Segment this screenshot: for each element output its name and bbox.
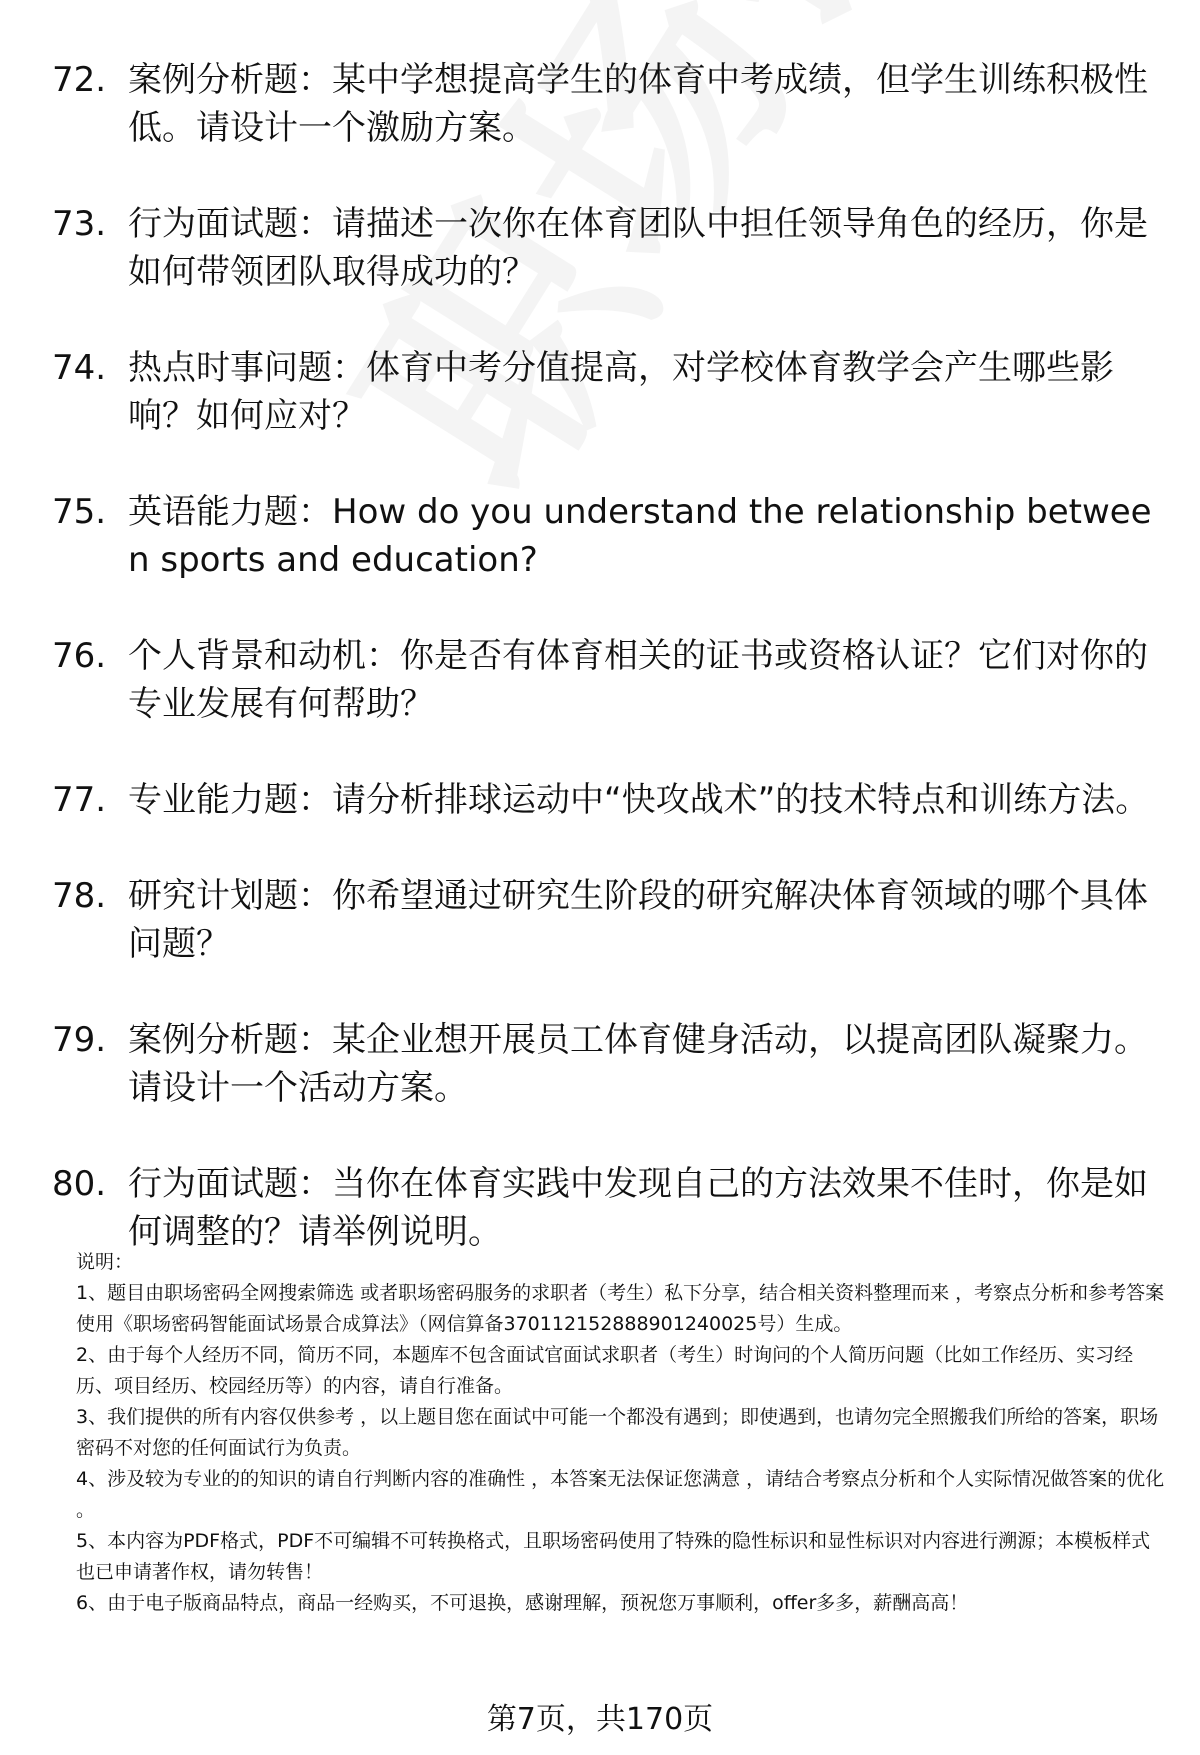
question-item: [52, 200, 1162, 296]
note-item: 5、本内容为PDF格式，PDF不可编辑不可转换格式，且职场密码使用了特殊的隐性标识和显性标识对内容进行溯源；本模板样式也已申请著作权，请勿转售！: [76, 1530, 1151, 1583]
question-item: [52, 488, 1162, 584]
question-text: 案例分析题：某企业想开展员工体育健身活动，以提高团队凝聚力。请设计一个活动方案。: [128, 1020, 1148, 1108]
question-item: [52, 776, 1162, 824]
question-item: [52, 632, 1162, 728]
question-item: [52, 56, 1162, 152]
question-text: 案例分析题：某中学想提高学生的体育中考成绩，但学生训练积极性低。请设计一个激励方案。: [128, 60, 1148, 148]
question-text: 研究计划题：你希望通过研究生阶段的研究解决体育领域的哪个具体问题？: [128, 876, 1148, 964]
question-number: 76.: [52, 636, 107, 676]
question-number: 75.: [52, 492, 107, 532]
question-text: 行为面试题：当你在体育实践中发现自己的方法效果不佳时，你是如何调整的？请举例说明。: [128, 1164, 1148, 1252]
question-text: 个人背景和动机：你是否有体育相关的证书或资格认证？它们对你的专业发展有何帮助？: [128, 636, 1148, 724]
question-list: [52, 56, 1162, 1304]
question-number: 72.: [52, 60, 107, 100]
question-item: [52, 1016, 1162, 1112]
question-item: [52, 872, 1162, 968]
notes-section: [76, 1247, 1166, 1619]
note-item: 3、我们提供的所有内容仅供参考 ，以上题目您在面试中可能一个都没有遇到；即使遇到，也请勿完全照搬我们所给的答案，职场密码不对您的任何面试行为负责。: [76, 1406, 1159, 1459]
note-item: 1、题目由职场密码全网搜索筛选 或者职场密码服务的求职者（考生）私下分享，结合相关资料整理而来 ，考察点分析和参考答案使用《职场密码智能面试场景合成算法》（网信算备370112152888901240025号）生成。: [76, 1282, 1165, 1335]
question-text: 热点时事问题：体育中考分值提高，对学校体育教学会产生哪些影响？如何应对？: [128, 348, 1114, 436]
question-text: 英语能力题：How do you understand the relationship between sports and education?: [128, 492, 1152, 580]
question-number: 80.: [52, 1164, 107, 1204]
question-number: 77.: [52, 780, 107, 820]
question-number: 74.: [52, 348, 107, 388]
note-item: 4、涉及较为专业的的知识的请自行判断内容的准确性 ，本答案无法保证您满意 ，请结合考察点分析和个人实际情况做答案的优化 。: [76, 1468, 1165, 1521]
question-item: [52, 344, 1162, 440]
question-text: 行为面试题：请描述一次你在体育团队中担任领导角色的经历，你是如何带领团队取得成功的？: [128, 204, 1148, 292]
page-number: 第7页，共170页: [486, 1702, 714, 1737]
question-text: 专业能力题：请分析排球运动中“快攻战术”的技术特点和训练方法。: [128, 780, 1150, 820]
note-item: 2、由于每个人经历不同，简历不同，本题库不包含面试官面试求职者（考生）时询问的个人简历问题（比如工作经历、实习经历、项目经历、校园经历等）的内容，请自行准备。: [76, 1344, 1134, 1397]
question-number: 79.: [52, 1020, 107, 1060]
note-item: 6、由于电子版商品特点，商品一经购买，不可退换，感谢理解，预祝您万事顺利，offer多多，薪酬高高！: [76, 1592, 969, 1614]
question-item: [52, 1160, 1162, 1256]
question-number: 73.: [52, 204, 107, 244]
notes-heading: 说明：: [76, 1251, 134, 1273]
question-number: 78.: [52, 876, 107, 916]
